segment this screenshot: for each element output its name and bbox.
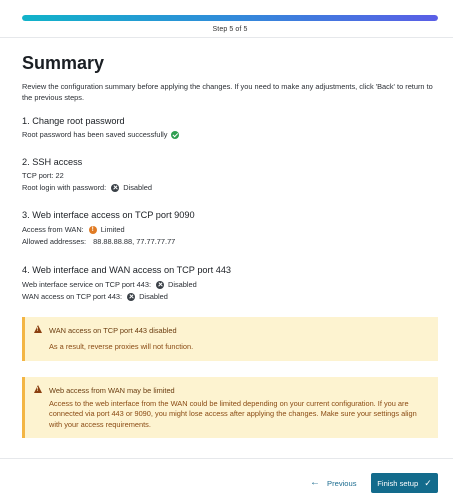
check-circle-icon <box>171 131 179 139</box>
alert-wan-443-disabled <box>22 317 438 361</box>
web-443-service-value: Disabled <box>168 280 197 289</box>
ssh-tcp-port: TCP port: 22 <box>22 171 64 180</box>
web-9090-allowed-row <box>22 237 175 246</box>
section-heading-web-9090: 3. Web interface access on TCP port 9090 <box>22 210 195 220</box>
summary-intro: Review the configuration summary before applying the changes. If you need to make any adjustments, click 'Back' to return to the previous steps. <box>22 82 433 102</box>
warning-triangle-icon <box>34 325 42 333</box>
progress-bar <box>22 15 438 21</box>
web-9090-wan-value: Limited <box>100 225 125 234</box>
previous-button[interactable] <box>304 474 363 492</box>
web-443-service-row <box>22 280 197 289</box>
ssh-root-login-label: Root login with password: <box>22 183 107 192</box>
alert-title: WAN access on TCP port 443 disabled <box>49 326 177 335</box>
x-circle-icon <box>156 281 164 289</box>
finish-setup-button-label: Finish setup <box>377 478 419 488</box>
web-443-wan-value: Disabled <box>139 292 168 301</box>
warning-triangle-icon <box>34 385 42 393</box>
section-heading-ssh: 2. SSH access <box>22 157 83 167</box>
footer-divider <box>0 458 453 459</box>
section-heading-web-443: 4. Web interface and WAN access on TCP port 443 <box>22 265 232 275</box>
web-443-wan-label: WAN access on TCP port 443: <box>22 292 123 301</box>
page-title: Summary <box>22 53 105 73</box>
ssh-root-login-value: Disabled <box>123 183 152 192</box>
root-password-status <box>22 130 183 139</box>
x-circle-icon <box>127 293 135 301</box>
step-indicator: Step 5 of 5 <box>212 26 248 33</box>
header-divider <box>0 37 453 38</box>
web-443-service-label: Web interface service on TCP port 443: <box>22 280 151 289</box>
finish-setup-button[interactable] <box>371 473 438 493</box>
web-443-wan-row <box>22 292 168 301</box>
alert-wan-limited <box>22 377 438 438</box>
previous-button-label: Previous <box>327 478 357 488</box>
alert-body: Access to the web interface from the WAN could be limited depending on your current configuration. If you are connected via port 443 or 9090, you might lose access after applying the changes. Make sure your settings align with your access requirements. <box>49 399 417 429</box>
x-circle-icon <box>111 184 119 192</box>
root-password-status-text: Root password has been saved successfully <box>22 130 168 139</box>
alert-body: As a result, reverse proxies will not function. <box>49 342 194 351</box>
web-9090-allowed-label: Allowed addresses: <box>22 237 87 246</box>
alert-title: Web access from WAN may be limited <box>49 386 175 395</box>
checkmark-icon: ✓ <box>424 477 432 488</box>
section-heading-root-password: 1. Change root password <box>22 116 125 126</box>
arrow-left-icon: ← <box>310 477 320 488</box>
web-9090-allowed-value: 88.88.88.88, 77.77.77.77 <box>93 237 176 246</box>
web-9090-wan-label: Access from WAN: <box>22 225 84 234</box>
progress-bar-fill <box>22 15 438 21</box>
web-9090-wan-row <box>22 225 125 234</box>
ssh-root-login-row <box>22 183 152 192</box>
exclamation-circle-icon <box>89 226 97 234</box>
